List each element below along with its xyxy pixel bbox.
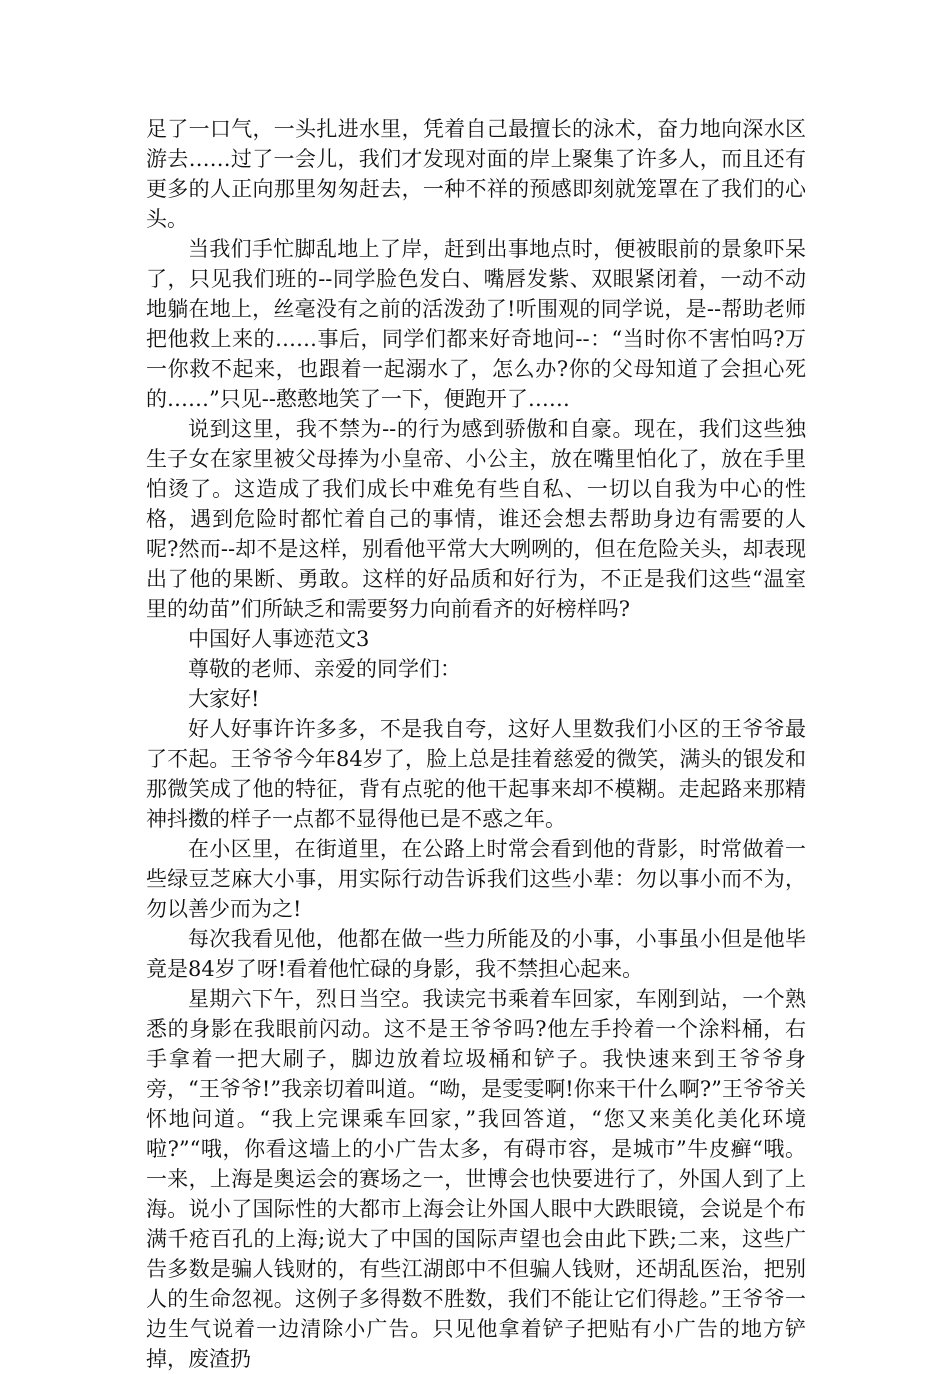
paragraph-continuation: 足了一口气，一头扎进水里，凭着自己最擅长的泳术，奋力地向深水区游去……过了一会儿，我们才发现对面的岸上聚集了许多人，而且还有更多的人正向那里匆匆赶去，一种不祥的预感即刻就笼罩在了我们的心头。 [146,117,806,231]
paragraph-reflection: 说到这里，我不禁为--的行为感到骄傲和自豪。现在，我们这些独生子女在家里被父母捧为小皇帝、小公主，放在嘴里怕化了，放在手里怕烫了。这造成了我们成长中难免有些自私、一切以自我为中心的性格，遇到危险时都忙着自己的事情，谁还会想去帮助身边有需要的人呢?然而--却不是这样，别看他平常大大咧咧的，但在危险关头，却表现出了他的果断、勇敢。这样的好品质和好行为，不正是我们这些“温室里的幼苗”们所缺乏和需要努力向前看齐的好榜样吗? [146,417,806,621]
paragraph-neighborhood: 在小区里，在街道里，在公路上时常会看到他的背影，时常做着一些绿豆芝麻大小事，用实际行动告诉我们这些小辈：勿以事小而不为，勿以善少而为之! [146,837,806,921]
paragraph-grandpa-wang: 好人好事许许多多，不是我自夸，这好人里数我们小区的王爷爷最了不起。王爷爷今年84岁了，脸上总是挂着慈爱的微笑，满头的银发和那微笑成了他的特征，背有点驼的他干起事来却不模糊。走起路来那精神抖擞的样子一点都不显得他已是不惑之年。 [146,717,806,831]
salutation: 尊敬的老师、亲爱的同学们： [188,657,461,681]
section-heading: 中国好人事迹范文3 [188,627,370,651]
paragraph-worry: 每次我看见他，他都在做一些力所能及的小事，小事虽小但是他毕竟是84岁了呀!看着他忙碌的身影，我不禁担心起来。 [146,927,806,981]
paragraph-rescue-scene: 当我们手忙脚乱地上了岸，赶到出事地点时，便被眼前的景象吓呆了，只见我们班的--同学脸色发白、嘴唇发紫、双眼紧闭着，一动不动地躺在地上，丝毫没有之前的活泼劲了!听围观的同学说，是--帮助老师把他救上来的……事后，同学们都来好奇地问--：“当时你不害怕吗?万一你救不起来，也跟着一起溺水了，怎么办?你的父母知道了会担心死的……”只见--憨憨地笑了一下，便跑开了…… [146,237,806,411]
document-page [146,114,806,1374]
greeting: 大家好! [188,687,260,711]
paragraph-saturday: 星期六下午，烈日当空。我读完书乘着车回家，车刚到站，一个熟悉的身影在我眼前闪动。这不是王爷爷吗?他左手拎着一个涂料桶，右手拿着一把大刷子，脚边放着垃圾桶和铲子。我快速来到王爷爷身旁，“王爷爷!”我亲切着叫道。“呦，是雯雯啊!你来干什么啊?”王爷爷关怀地问道。“我上完课乘车回家，”我回答道，“您又来美化美化环境啦?”“哦，你看这墙上的小广告太多，有碍市容，是城市”牛皮癣“哦。一来，上海是奥运会的赛场之一，世博会也快要进行了，外国人到了上海。说小了国际性的大都市上海会让外国人眼中大跌眼镜，会说是个布满千疮百孔的上海;说大了中国的国际声望也会由此下跌;二来，这些广告多数是骗人钱财的，有些江湖郎中不但骗人钱财，还胡乱医治，把别人的生命忽视。这例子多得数不胜数，我们不能让它们得趁。”王爷爷一边生气说着一边清除小广告。只见他拿着铲子把贴有小广告的地方铲掉，废渣扔 [146,987,806,1371]
